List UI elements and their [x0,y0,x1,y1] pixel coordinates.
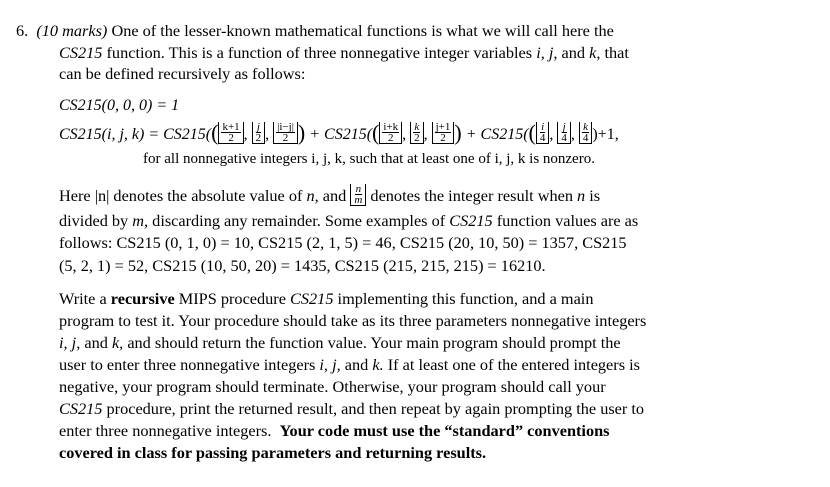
floor-fraction: $\frac{k+1}{2}$ [218,122,243,144]
intro-line-2: CS215 function. This is a function of three nonnegative integer variables i, j, and k, that [59,43,629,62]
para3-line-2: program to test it. Your procedure should take as its three parameters nonnegative integers [59,311,647,330]
floor-fraction: $\frac{j}{2}$ [252,122,266,144]
floor-fraction: $\frac{n}{m}$ [350,184,366,206]
intro-line-1: 6. (10 marks) One of the lesser-known mathematical functions is what we will call here the [16,21,614,40]
para2-line-3: follows: CS215 (0, 1, 0) = 10, CS215 (2, 1, 5) = 46, CS215 (20, 10, 50) = 1357, CS215 [59,233,627,252]
para3-line-8: covered in class for passing parameters and returning results. [59,443,487,462]
intro-line-3: can be defined recursively as follows: [59,64,306,83]
floor-fraction: $\frac{|i-j|}{2}$ [273,122,298,144]
formula-base-case: CS215(0, 0, 0) = 1 [59,97,180,114]
floor-fraction: $\frac{j+1}{2}$ [432,122,455,144]
para3-line-7: enter three nonnegative integers. Your code must use the “standard” conventions [59,421,610,440]
floor-fraction: $\frac{k}{4}$ [579,122,593,144]
para3-line-3: i, j, and k, and should return the function value. Your main program should prompt the [59,333,621,352]
formula-condition: for all nonnegative integers i, j, k, such that at least one of i, j, k is nonzero. [143,151,595,167]
marks-label: (10 marks) [36,21,108,40]
para2-line-2: divided by m, discarding any remainder. Some examples of CS215 function values are as [59,211,639,230]
para3-line-6: CS215 procedure, print the returned result, and then repeat by again prompting the user to [59,399,645,418]
formula-recursive: CS215(i, j, k) = CS215(( $\frac{k+1}{2}$ , $\frac{j}{2}$ , $\frac{|i-j|}{2}$ ) + CS215(( $\frac{i+k}{2}$ , $\frac{k}{2}$ , $\frac{j+1}{2}$ ) + CS215(( $\frac{i}{4}$ , $\frac{j}{4}$ , $\frac{k}{4}$ )+1, [59,120,619,145]
floor-fraction: $\frac{i+k}{2}$ [379,122,402,144]
floor-fraction: $\frac{k}{2}$ [410,122,424,144]
floor-fraction: $\frac{i}{4}$ [536,122,550,144]
para3-line-1: Write a recursive MIPS procedure CS215 implementing this function, and a main [59,289,594,308]
para3-line-5: negative, your program should terminate. Otherwise, your program should call your [59,377,606,396]
problem-number: 6. [16,21,29,40]
floor-fraction: $\frac{j}{4}$ [557,122,571,144]
para3-line-4: user to enter three nonnegative integers i, j, and k. If at least one of the entered integers is [59,355,640,374]
para2-line-1: Here |n| denotes the absolute value of n, and $\frac{n}{m}$ denotes the integer result when n is [59,183,601,207]
para2-line-4: (5, 2, 1) = 52, CS215 (10, 50, 20) = 1435, CS215 (215, 215, 215) = 16210. [59,256,546,275]
